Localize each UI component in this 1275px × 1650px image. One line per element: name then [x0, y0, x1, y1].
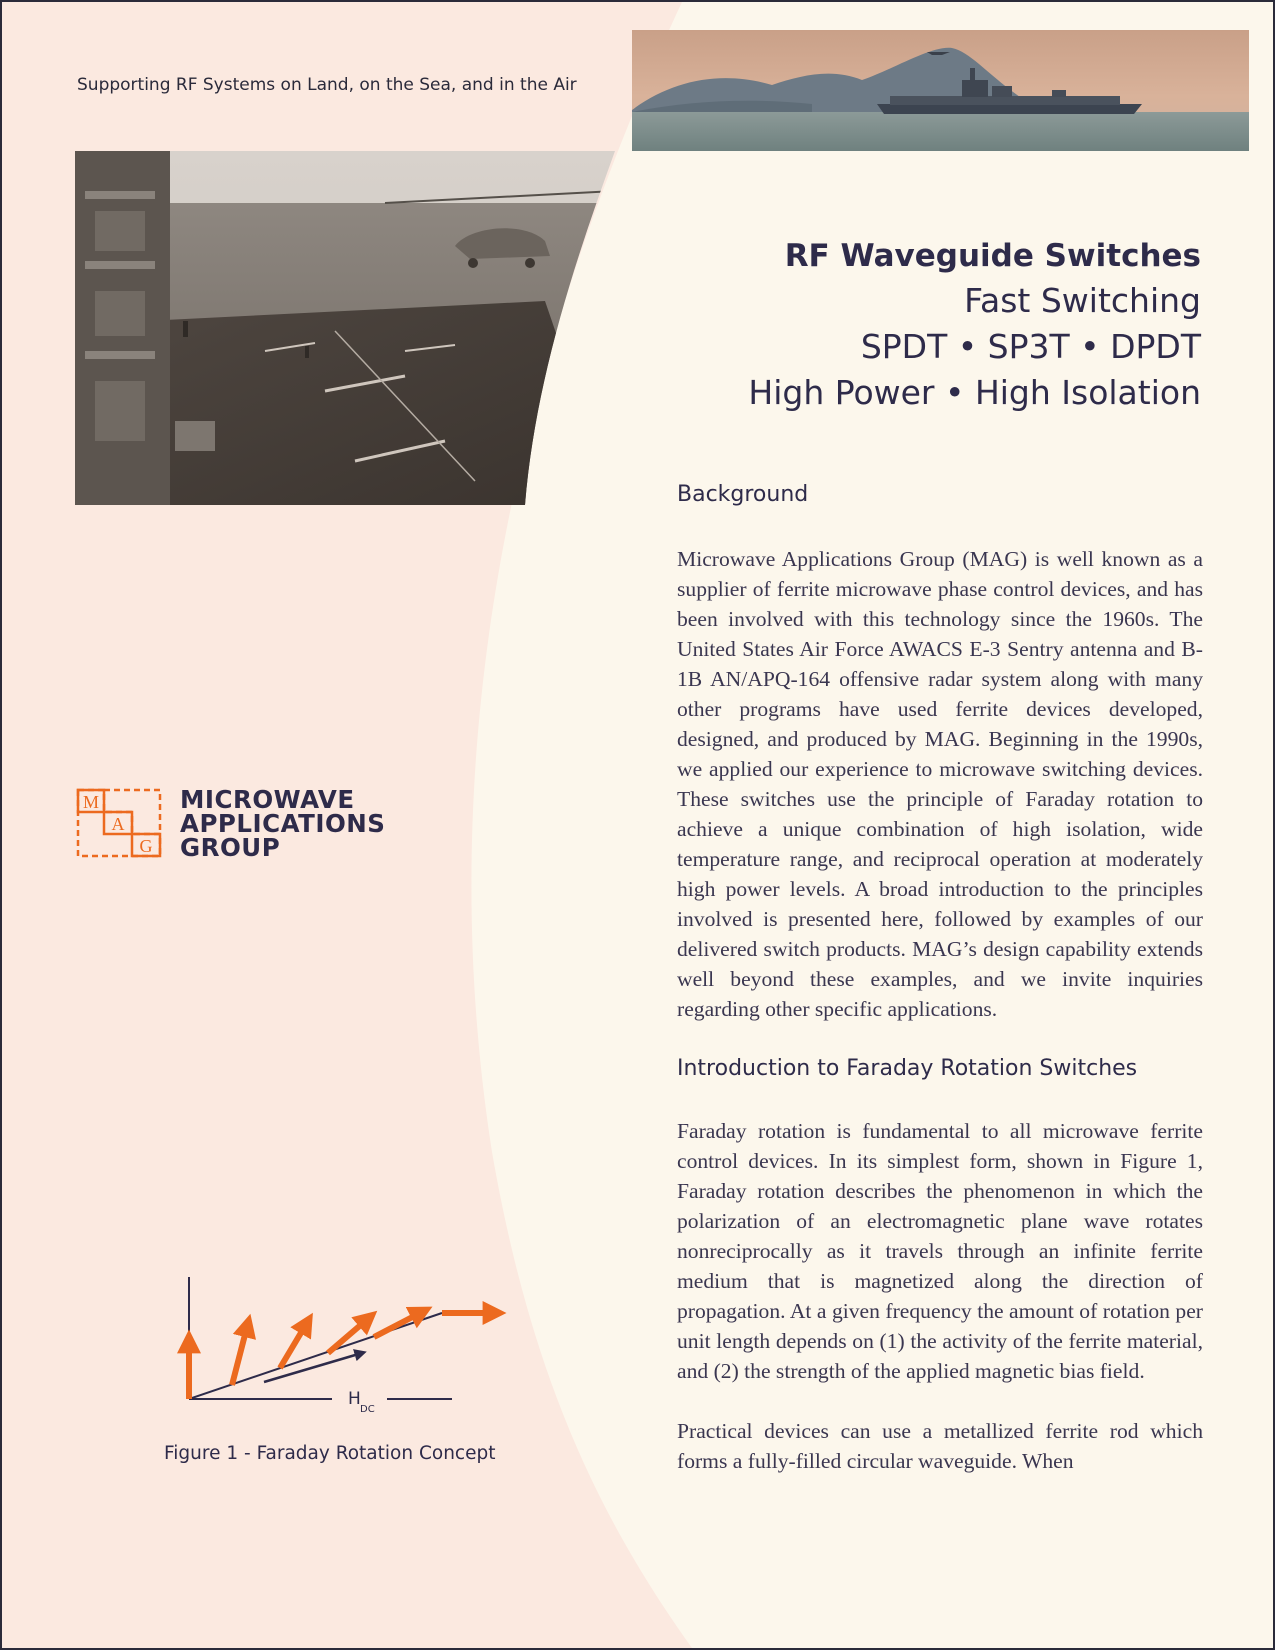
svg-text:A: A [111, 814, 125, 834]
brochure-page [2, 2, 1273, 1648]
background-paragraph: Microwave Applications Group (MAG) is well known as a supplier of ferrite microwave phase control devices, and has been involved with this technology since the 1960s. The United States Air Force AWACS E-3 Sentry antenna and B-1B AN/APQ-164 offensive radar system along with many other programs have used ferrite devices developed, designed, and produced by MAG. Beginning in the 1990s, we applied our experience to microwave switching devices. These switches use the principle of Faraday rotation to achieve a unique combination of high isolation, wide temperature range, and reciprocal operation at moderately high power levels. A broad introduction to the principles involved is presented here, followed by examples of our delivered switch products. MAG’s design capability extends well beyond these examples, and we invite inquiries regarding other specific applications. [677, 547, 1203, 1021]
logo-line-microwave: MICROWAVE [180, 785, 355, 814]
background-heading: Background [677, 482, 809, 507]
main-content [677, 480, 1203, 1476]
title-block [748, 234, 1201, 416]
intro-heading: Introduction to Faraday Rotation Switches [677, 1056, 1138, 1081]
intro-paragraph-2: Practical devices can use a metallized ferrite rod which forms a fully-filled circular waveguide. When [677, 1419, 1203, 1473]
subtitle-switch-types: SPDT • SP3T • DPDT [860, 327, 1201, 366]
faraday-rotation-figure [152, 1267, 532, 1432]
ship-at-sea-photo [632, 30, 1249, 151]
figure-caption: Figure 1 - Faraday Rotation Concept [164, 1443, 496, 1464]
mag-logo-mark [76, 788, 166, 860]
logo-line-group: GROUP [180, 833, 281, 862]
flight-deck-helicopter-photo [75, 151, 615, 505]
document-title: RF Waveguide Switches [784, 238, 1201, 274]
mag-logo [76, 785, 476, 862]
polarization-vectors [189, 1311, 497, 1399]
dc-subscript: DC [360, 1404, 375, 1415]
intro-paragraph-1: Faraday rotation is fundamental to all microwave ferrite control devices. In its simplest form, shown in Figure 1, Faraday rotation describes the phenomenon in which the polarization of an electromagnetic plane wave rotates nonreciprocally as it travels through an infinite ferrite medium that is magnetized along the direction of propagation. At a given frequency the amount of rotation per unit length depends on (1) the activity of the ferrite material, and (2) the strength of the applied magnetic bias field. [677, 1119, 1203, 1383]
svg-text:G: G [139, 836, 153, 856]
subtitle-fast-switching: Fast Switching [964, 281, 1201, 320]
logo-line-applications: APPLICATIONS [180, 809, 386, 838]
tagline: Supporting RF Systems on Land, on the Sea, and in the Air [77, 75, 577, 95]
h-label: H [348, 1389, 361, 1409]
axes [189, 1277, 452, 1399]
svg-text:M: M [82, 792, 100, 812]
logo-wordmark [180, 785, 386, 862]
subtitle-power-isolation: High Power • High Isolation [748, 373, 1201, 412]
